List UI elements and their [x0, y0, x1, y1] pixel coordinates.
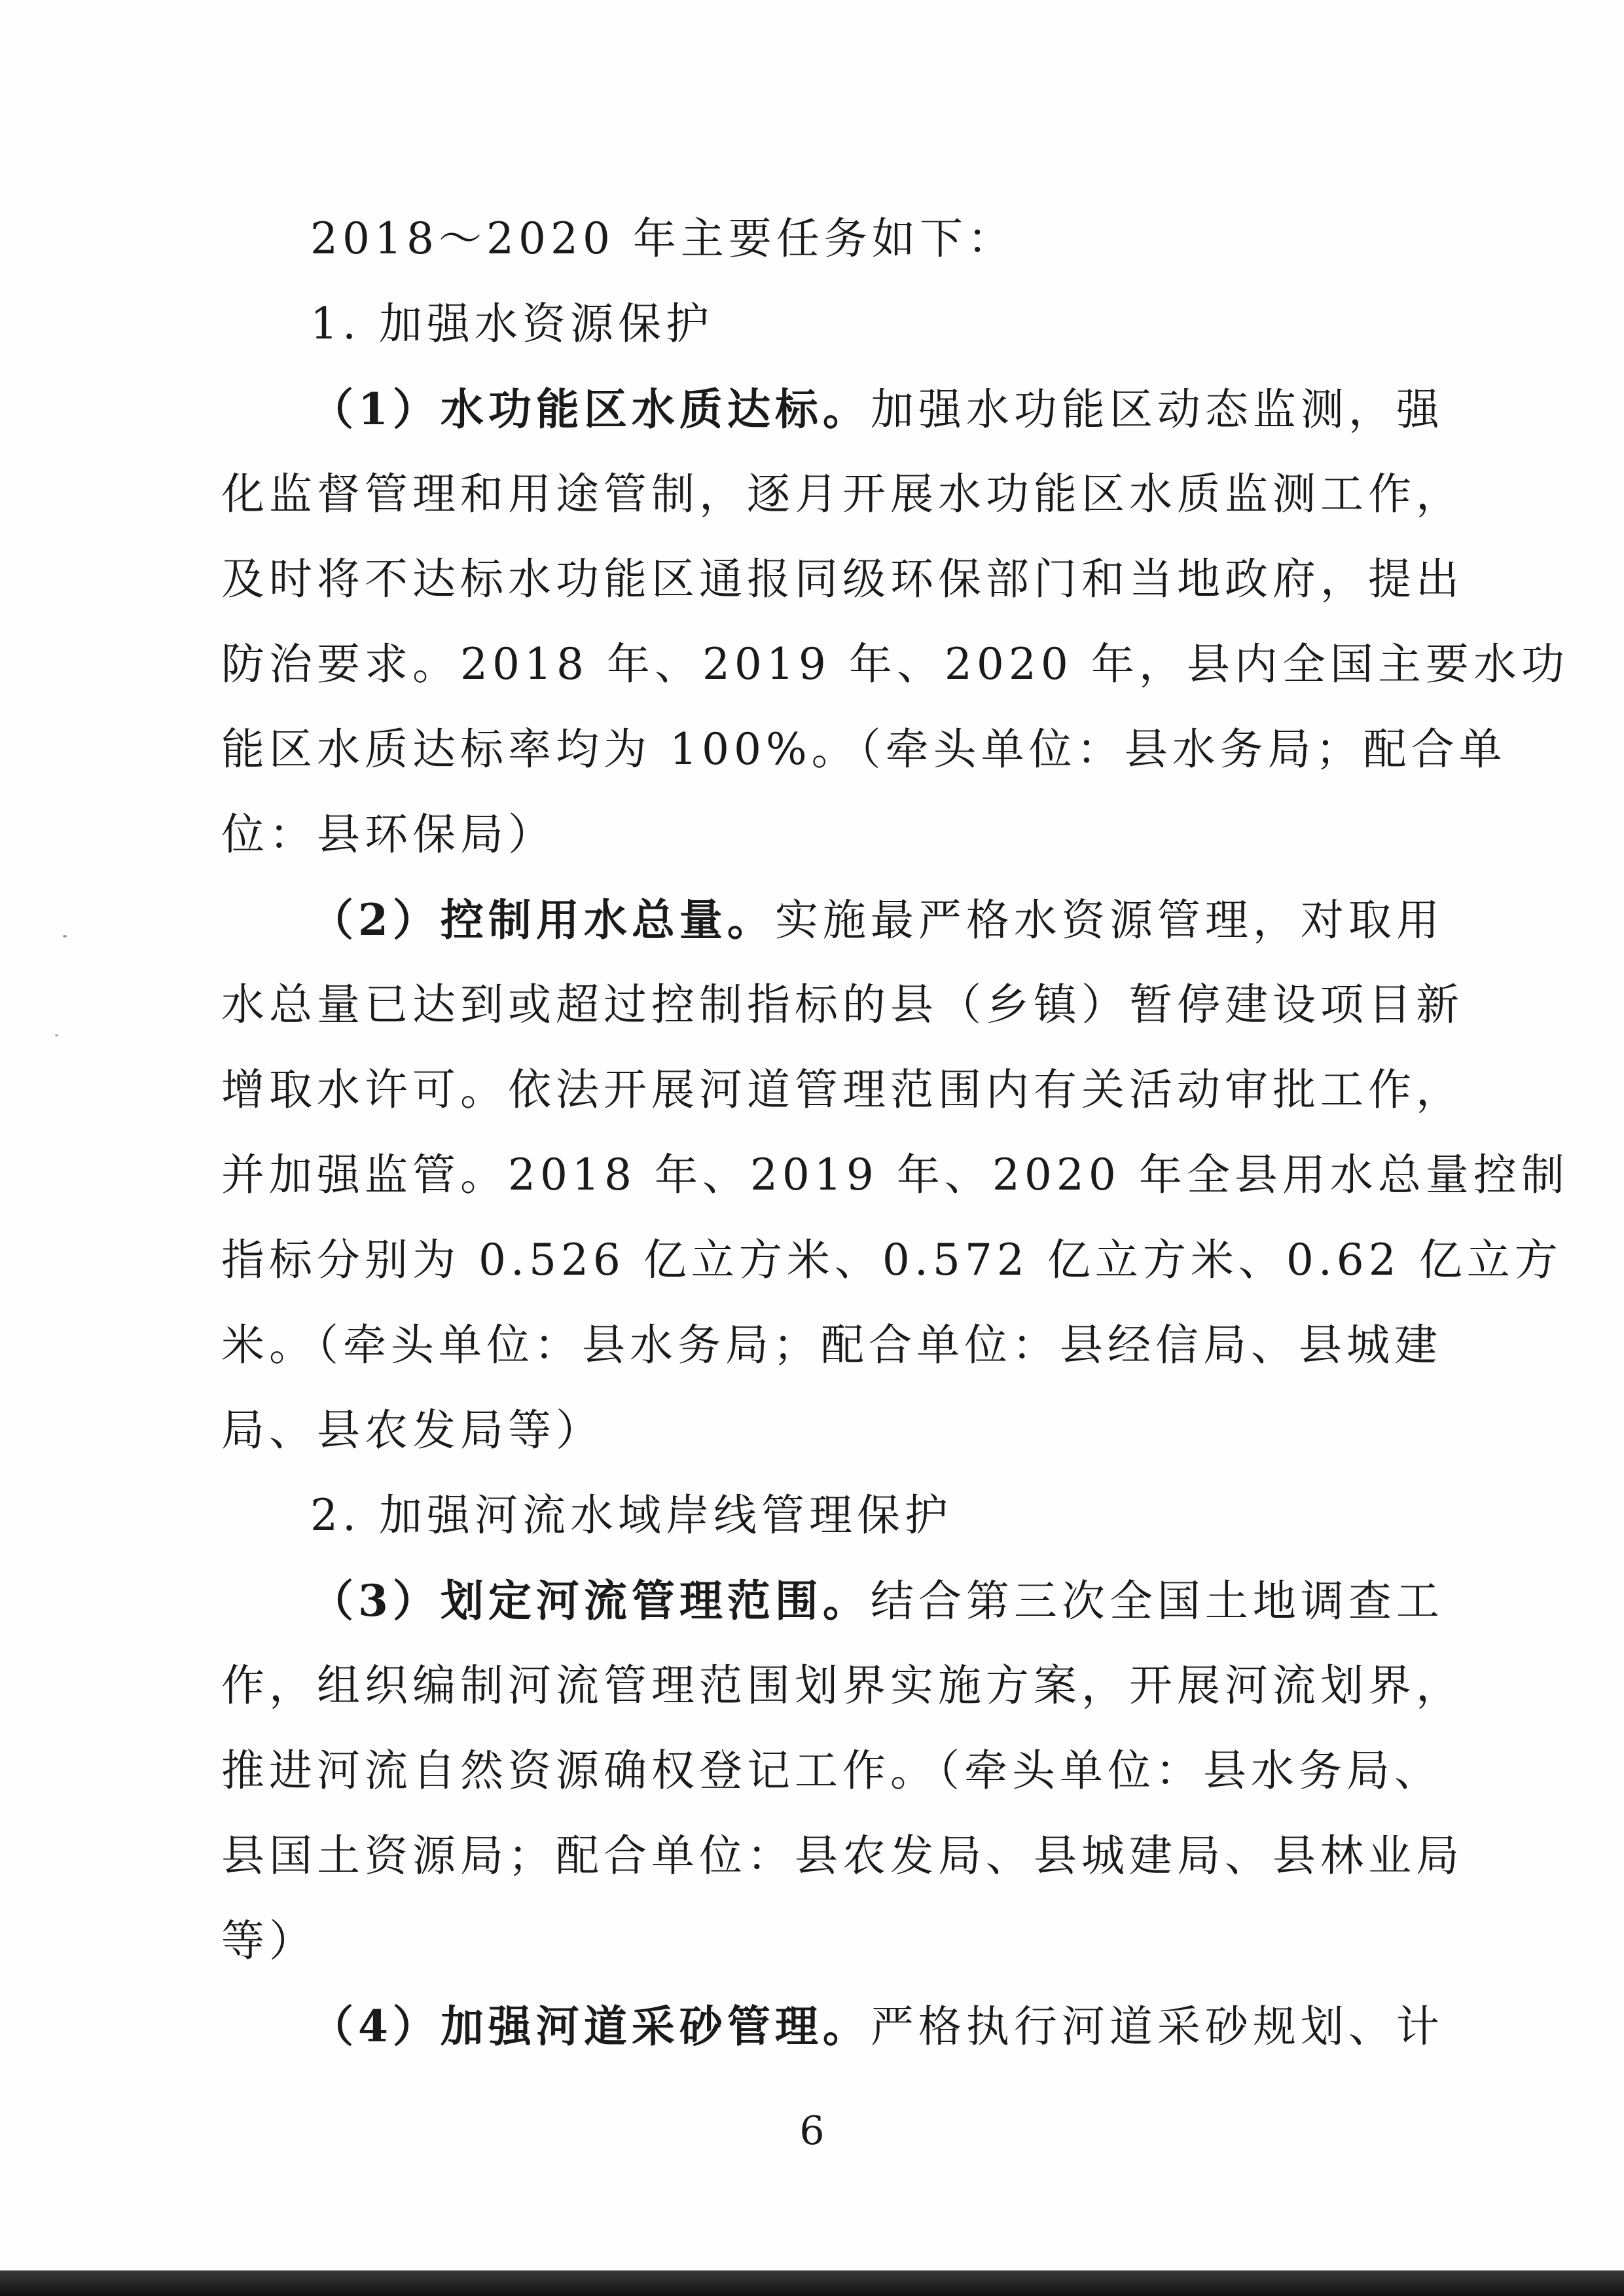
- item-3-line: 等）: [221, 1916, 317, 1966]
- item-4-paragraph: [221, 1984, 1444, 2069]
- item-2-line: 水总量已达到或超过控制指标的县（乡镇）暂停建设项目新: [221, 979, 1464, 1030]
- item-4-line: 严格执行河道采砂规划、计: [870, 2001, 1444, 2052]
- section-2-title: 2. 加强河流水域岸线管理保护: [310, 1490, 952, 1540]
- item-2-line: 并加强监管。2018 年、2019 年、2020 年全县用水总量控制: [221, 1150, 1569, 1200]
- scan-speck: [63, 935, 67, 938]
- item-2-line: 实施最严格水资源管理，对取用: [774, 895, 1444, 945]
- item-1-line: 防治要求。2018 年、2019 年、2020 年，县内全国主要水功: [221, 639, 1569, 689]
- scan-speck: [55, 1034, 58, 1036]
- section-1-title: 1. 加强水资源保护: [310, 299, 713, 349]
- item-1-line: 位：县环保局）: [221, 809, 556, 860]
- item-4-lead: （4）加强河道采砂管理。: [310, 2001, 871, 2052]
- scan-bottom-edge: [0, 2270, 1624, 2296]
- document-body: [221, 196, 1569, 2069]
- item-2-paragraph: [221, 877, 1569, 1473]
- heading: 2018～2020 年主要任务如下：: [310, 213, 1015, 264]
- item-1-line: 化监督管理和用途管制，逐月开展水功能区水质监测工作，: [221, 469, 1464, 519]
- item-1-line: 及时将不达标水功能区通报同级环保部门和当地政府，提出: [221, 554, 1464, 604]
- item-3-line: 作，组织编制河流管理范围划界实施方案，开展河流划界，: [221, 1660, 1464, 1711]
- item-2-lead: （2）控制用水总量。: [310, 894, 775, 945]
- item-1-paragraph: [221, 367, 1569, 877]
- page-number: 6: [799, 2108, 825, 2154]
- item-2-line: 指标分别为 0.526 亿立方米、0.572 亿立方米、0.62 亿立方: [221, 1235, 1562, 1285]
- item-2-line: 增取水许可。依法开展河道管理范围内有关活动审批工作，: [221, 1065, 1464, 1115]
- item-3-line: 推进河流自然资源确权登记工作。（牵头单位：县水务局、: [221, 1745, 1442, 1796]
- item-2-line: 米。（牵头单位：县水务局；配合单位：县经信局、县城建: [221, 1320, 1442, 1370]
- item-3-line: 结合第三次全国土地调查工: [870, 1576, 1444, 1626]
- item-2-line: 局、县农发局等）: [221, 1405, 604, 1455]
- item-3-line: 县国土资源局；配合单位：县农发局、县城建局、县林业局: [221, 1831, 1464, 1881]
- item-1-line: 加强水功能区动态监测，强: [870, 384, 1444, 435]
- item-1-line: 能区水质达标率均为 100%。（牵头单位：县水务局；配合单: [221, 724, 1507, 774]
- item-3-paragraph: [221, 1558, 1464, 1984]
- item-1-lead: （1）水功能区水质达标。: [310, 384, 871, 435]
- item-3-lead: （3）划定河流管理范围。: [310, 1575, 871, 1626]
